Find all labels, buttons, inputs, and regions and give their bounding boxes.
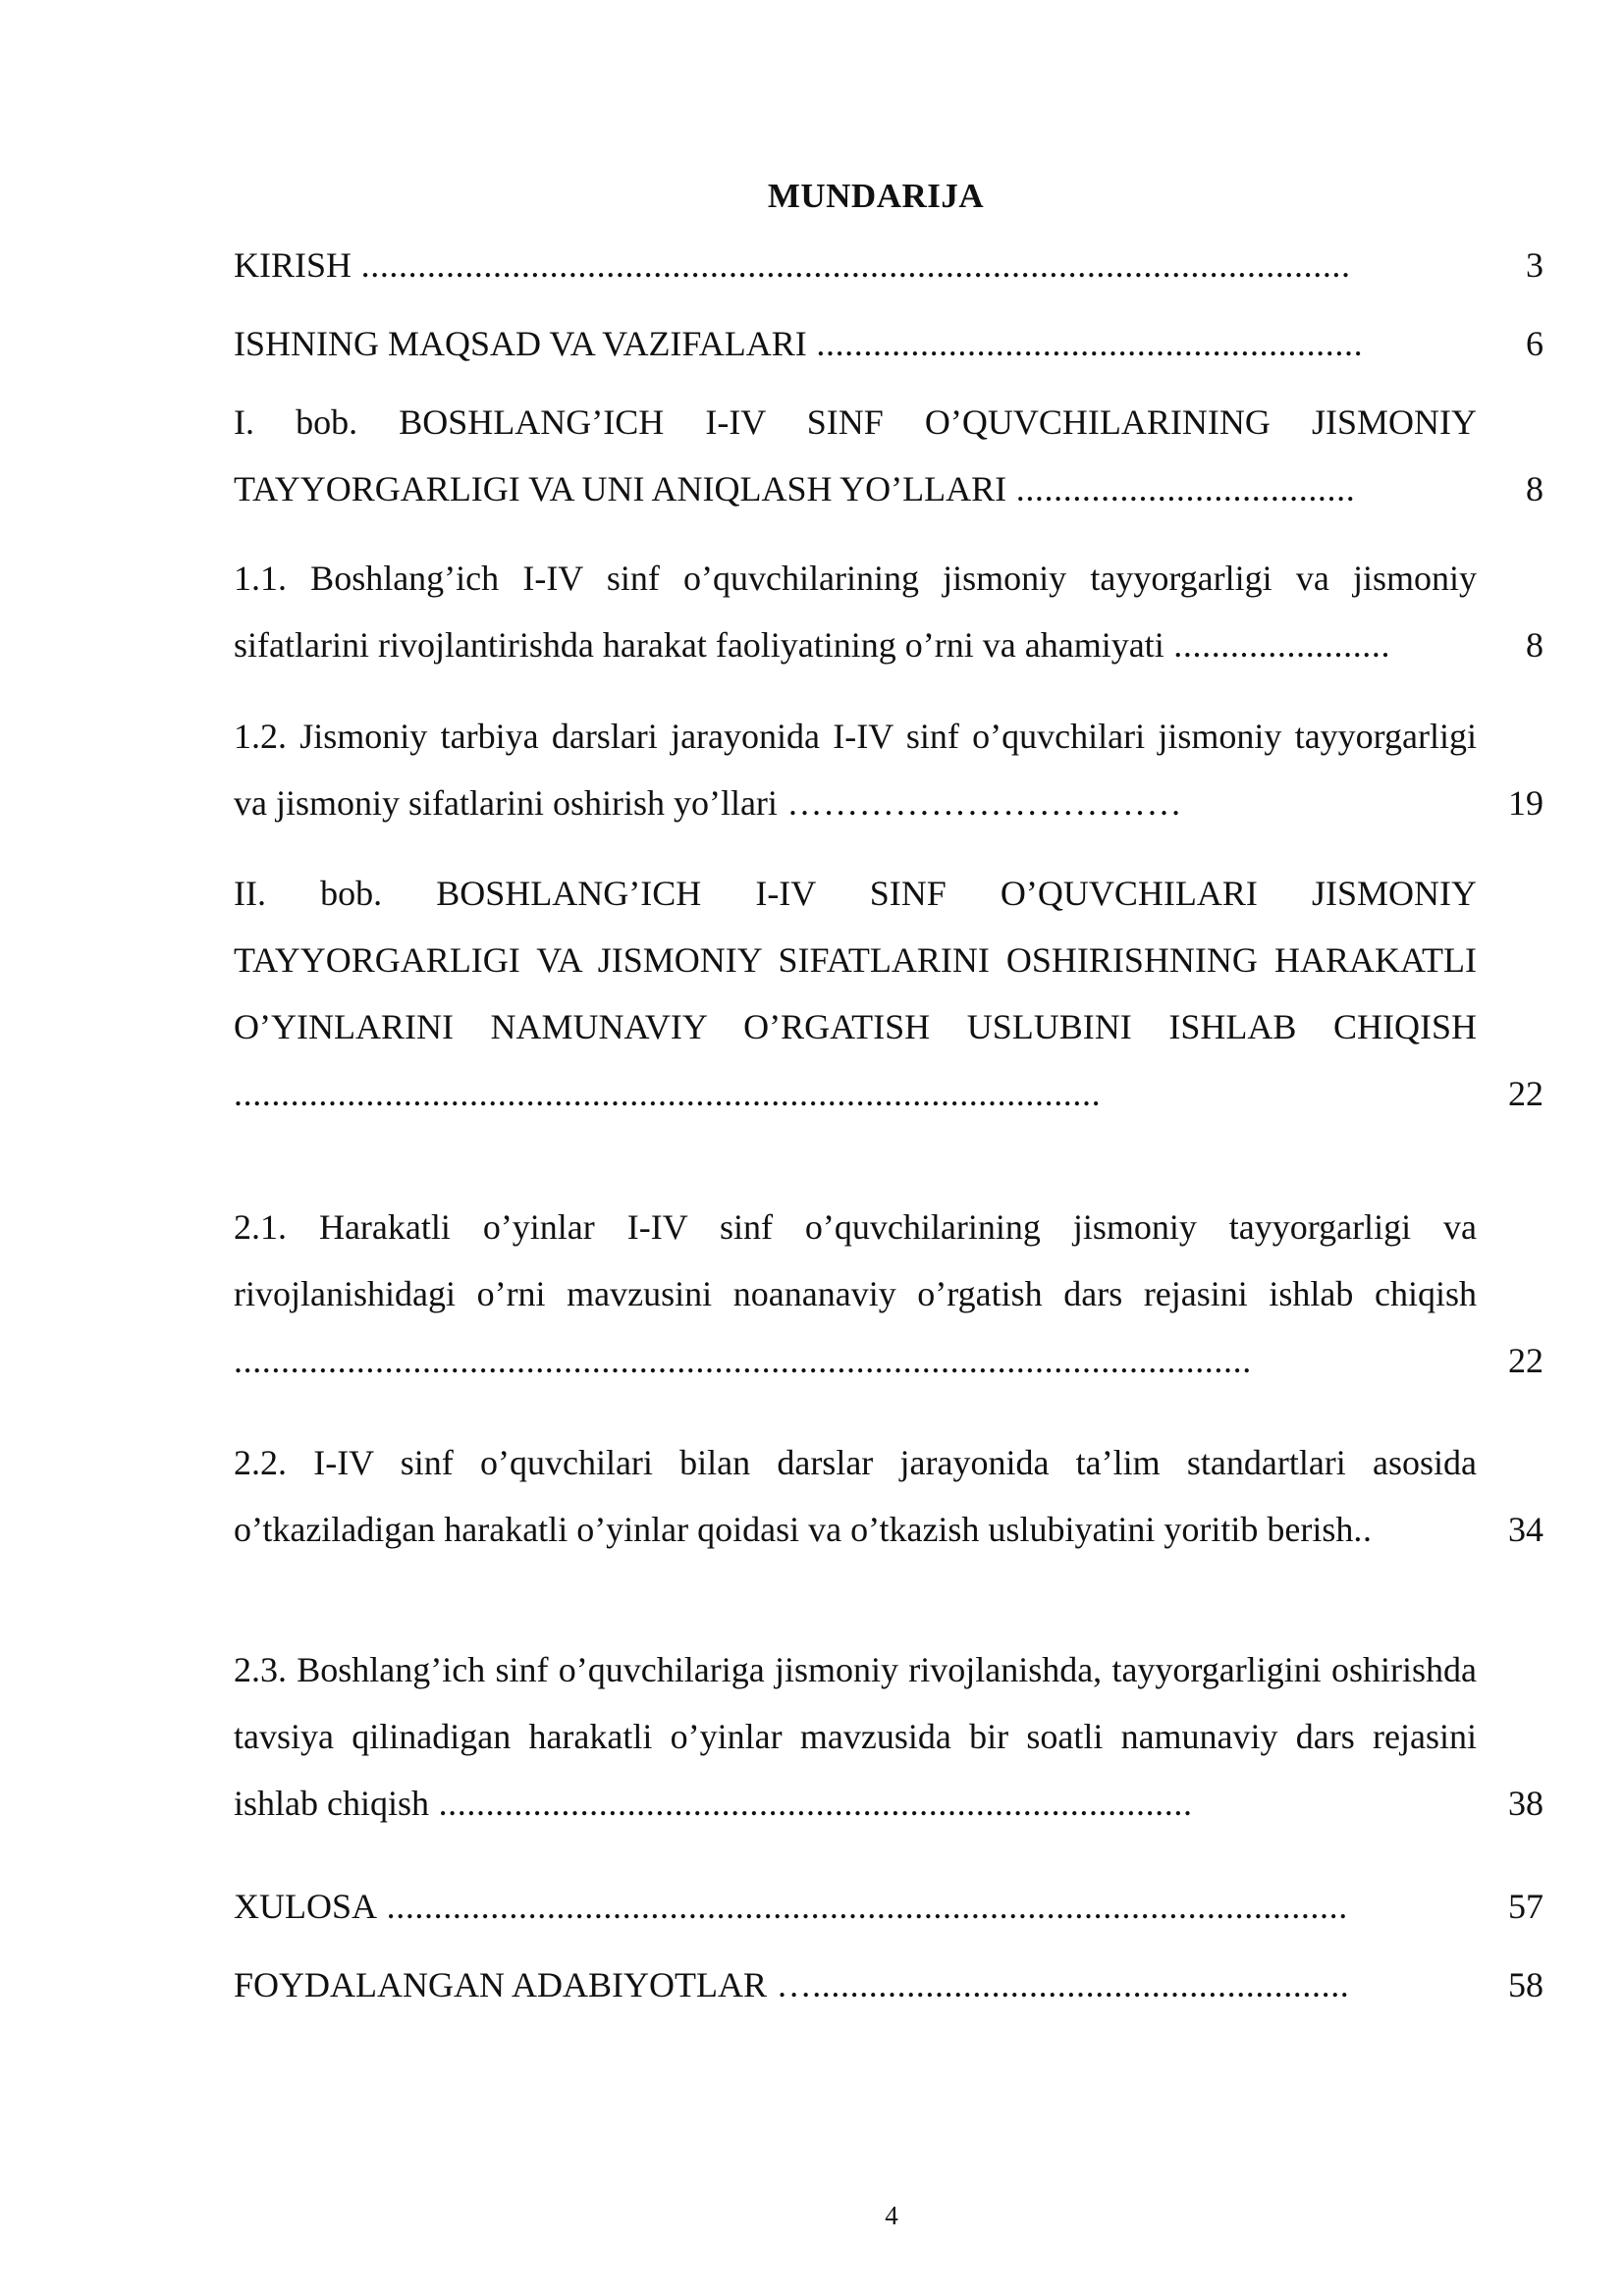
toc-entry-section-2-1[interactable] <box>234 1194 1543 1394</box>
toc-leader-dots: ......................................................................................................... <box>352 245 1351 285</box>
toc-entry-label: II. bob. BOSHLANG’ICH I-IV SINF O’QUVCHILARI JISMONIY TAYYORGARLIGI VA JISMONIY SIFATLARINI OSHIRISHNING HARAKATLI O’YINLARINI NAMUNAVIY O’RGATISH USLUBINI ISHLAB CHIQISH ............................................................................................ <box>234 874 1477 1113</box>
toc-leader-dots: ....................... <box>1164 625 1391 665</box>
toc-entry-section-1-2[interactable] <box>234 703 1543 836</box>
toc-page-number: 57 <box>1508 1887 1543 1926</box>
toc-entry-label: 1.1. Boshlang’ich I-IV sinf o’quvchilarining jismoniy tayyorgarligi va jismoniy sifatlarini rivojlantirishda harakat faoliyatining o’rni va ahamiyati ....................... <box>234 559 1477 665</box>
toc-entry-label: KIRISH ......................................................................................................... <box>234 245 1351 285</box>
toc-leader-dots: …………………………… <box>777 783 1183 823</box>
toc-page-number: 22 <box>1508 1074 1543 1113</box>
toc-entry-label: I. bob. BOSHLANG’ICH I-IV SINF O’QUVCHILARINING JISMONIY TAYYORGARLIGI VA UNI ANIQLASH YO’LLARI .................................... <box>234 402 1477 508</box>
toc-leader-dots: ............................................................................................................ <box>234 1341 1252 1380</box>
toc-page-number: 34 <box>1508 1510 1543 1549</box>
toc-entry-label: 1.2. Jismoniy tarbiya darslari jarayonida I-IV sinf o’quvchilari jismoniy tayyorgarligi va jismoniy sifatlarini oshirish yo’llari …………………………… <box>234 717 1477 823</box>
toc-title: MUNDARIJA <box>767 177 985 215</box>
toc-page-number: 8 <box>1526 469 1543 508</box>
toc-leader-dots: .................................... <box>1006 469 1356 508</box>
toc-entry-chapter-2[interactable] <box>234 860 1543 1127</box>
toc-entry-adabiyotlar[interactable] <box>234 1951 1543 2018</box>
toc-page-number: 19 <box>1508 783 1543 823</box>
toc-leader-dots: ................................................................................ <box>428 1784 1193 1823</box>
toc-leader-dots: ............................................................................................ <box>234 1074 1102 1113</box>
toc-entry-section-1-1[interactable] <box>234 545 1543 678</box>
toc-page-number: 22 <box>1508 1341 1543 1380</box>
toc-entry-xulosa[interactable] <box>234 1873 1543 1940</box>
toc-entry-label: 2.1. Harakatli o’yinlar I-IV sinf o’quvchilarining jismoniy tayyorgarligi va rivojlanishidagi o’rni mavzusini noananaviy o’rgatish dars rejasini ishlab chiqish ............................................................................................................ <box>234 1207 1477 1380</box>
toc-entry-section-2-2[interactable] <box>234 1429 1543 1563</box>
toc-entry-label: XULOSA ...................................................................................................... <box>234 1887 1348 1926</box>
toc-entry-chapter-1[interactable] <box>234 389 1543 522</box>
toc-leader-dots: .......................................................... <box>806 324 1364 363</box>
toc-leader-dots: …......................................................... <box>767 1965 1350 2004</box>
toc-entry-label: 2.2. I-IV sinf o’quvchilari bilan darslar jarayonida ta’lim standartlari asosida o’tkaziladigan harakatli o’yinlar qoidasi va o’tkazish uslubiyatini yoritib berish.. <box>234 1443 1477 1549</box>
page-number-footer: 4 <box>885 2201 898 2230</box>
toc-entry-section-2-3[interactable] <box>234 1636 1543 1837</box>
toc-entry-kirish[interactable] <box>234 232 1543 298</box>
toc-leader-dots: .. <box>1353 1510 1373 1549</box>
toc-page-number: 3 <box>1526 245 1543 285</box>
toc-leader-dots: ...................................................................................................... <box>377 1887 1348 1926</box>
toc-page-number: 38 <box>1508 1784 1543 1823</box>
toc-entry-label: 2.3. Boshlang’ich sinf o’quvchilariga jismoniy rivojlanishda, tayyorgarligini oshirishda tavsiya qilinadigan harakatli o’yinlar mavzusida bir soatli namunaviy dars rejasini ishlab chiqish ................................................................................ <box>234 1650 1477 1823</box>
toc-entry-label: ISHNING MAQSAD VA VAZIFALARI .......................................................... <box>234 324 1364 363</box>
toc-page-number: 58 <box>1508 1965 1543 2004</box>
toc-page-number: 8 <box>1526 625 1543 665</box>
toc-entry-maqsad[interactable] <box>234 310 1543 377</box>
toc-page-number: 6 <box>1526 324 1543 363</box>
toc-entry-label: FOYDALANGAN ADABIYOTLAR …......................................................... <box>234 1965 1350 2004</box>
